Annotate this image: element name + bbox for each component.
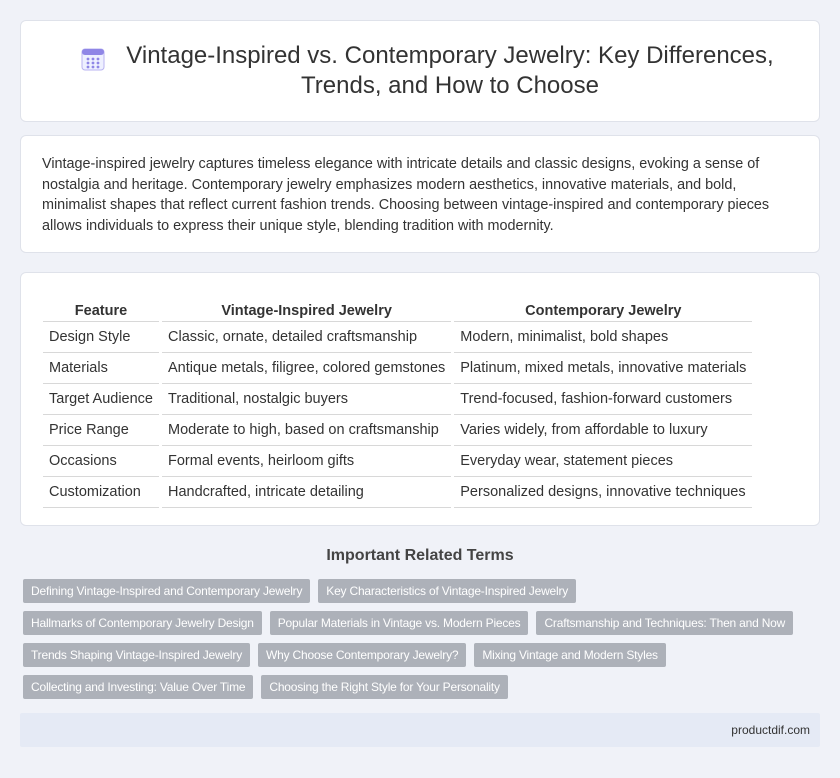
related-term-tag[interactable]: Collecting and Investing: Value Over Time bbox=[23, 675, 253, 699]
table-cell: Target Audience bbox=[43, 383, 161, 414]
table-cell: Price Range bbox=[43, 414, 161, 445]
table-cell: Antique metals, filigree, colored gemstones bbox=[161, 352, 453, 383]
table-row bbox=[43, 445, 752, 476]
comparison-card bbox=[20, 272, 820, 526]
table-cell: Handcrafted, intricate detailing bbox=[161, 476, 453, 507]
related-term-tag[interactable]: Trends Shaping Vintage-Inspired Jewelry bbox=[23, 643, 250, 667]
table-cell: Traditional, nostalgic buyers bbox=[161, 383, 453, 414]
related-term-tag[interactable]: Choosing the Right Style for Your Personality bbox=[261, 675, 507, 699]
column-header-contemporary: Contemporary Jewelry bbox=[453, 295, 753, 321]
tag-row bbox=[23, 675, 823, 699]
related-term-tag[interactable]: Popular Materials in Vintage vs. Modern Pieces bbox=[270, 611, 529, 635]
table-cell: Modern, minimalist, bold shapes bbox=[453, 321, 753, 352]
table-header-row bbox=[43, 295, 752, 321]
table-row bbox=[43, 414, 752, 445]
table-cell: Everyday wear, statement pieces bbox=[453, 445, 753, 476]
tag-row bbox=[23, 611, 823, 635]
tag-row bbox=[23, 643, 823, 667]
table-cell: Classic, ornate, detailed craftsmanship bbox=[161, 321, 453, 352]
table-row bbox=[43, 321, 752, 352]
table-cell: Personalized designs, innovative techniques bbox=[453, 476, 753, 507]
intro-card bbox=[20, 135, 820, 253]
column-header-vintage: Vintage-Inspired Jewelry bbox=[161, 295, 453, 321]
related-term-tag[interactable]: Defining Vintage-Inspired and Contemporary Jewelry bbox=[23, 579, 310, 603]
related-terms-heading: Important Related Terms bbox=[326, 547, 514, 564]
table-row bbox=[43, 476, 752, 507]
table-cell: Moderate to high, based on craftsmanship bbox=[161, 414, 453, 445]
table-cell: Materials bbox=[43, 352, 161, 383]
related-term-tag[interactable]: Key Characteristics of Vintage-Inspired Jewelry bbox=[318, 579, 576, 603]
intro-paragraph: Vintage-inspired jewelry captures timeless elegance with intricate details and classic designs, evoking a sense of nostalgia and heritage. Contemporary jewelry emphasizes modern aesthetics, innovative materials, and bold, minimalist shapes that reflect current fashion trends. Choosing between vintage-inspired and contemporary pieces allows individuals to express their unique style, blending tradition with modernity. bbox=[42, 156, 770, 234]
column-header-feature: Feature bbox=[43, 295, 161, 321]
related-term-tag[interactable]: Hallmarks of Contemporary Jewelry Design bbox=[23, 611, 262, 635]
header-card bbox=[20, 20, 820, 122]
table-row bbox=[43, 352, 752, 383]
table-cell: Varies widely, from affordable to luxury bbox=[453, 414, 753, 445]
page-title: Vintage-Inspired vs. Contemporary Jewelry: Key Differences, Trends, and How to Choose bbox=[126, 42, 774, 99]
related-term-tag[interactable]: Why Choose Contemporary Jewelry? bbox=[258, 643, 466, 667]
footer-bar bbox=[20, 713, 820, 747]
table-cell: Formal events, heirloom gifts bbox=[161, 445, 453, 476]
table-cell: Customization bbox=[43, 476, 161, 507]
table-cell: Trend-focused, fashion-forward customers bbox=[453, 383, 753, 414]
table-cell: Occasions bbox=[43, 445, 161, 476]
table-cell: Platinum, mixed metals, innovative materials bbox=[453, 352, 753, 383]
table-row bbox=[43, 383, 752, 414]
related-terms-tags bbox=[23, 579, 823, 707]
related-term-tag[interactable]: Craftsmanship and Techniques: Then and Now bbox=[536, 611, 793, 635]
table-cell: Design Style bbox=[43, 321, 161, 352]
related-term-tag[interactable]: Mixing Vintage and Modern Styles bbox=[474, 643, 665, 667]
footer-site-link[interactable]: productdif.com bbox=[731, 723, 810, 737]
tag-row bbox=[23, 579, 823, 603]
comparison-table bbox=[43, 295, 752, 508]
